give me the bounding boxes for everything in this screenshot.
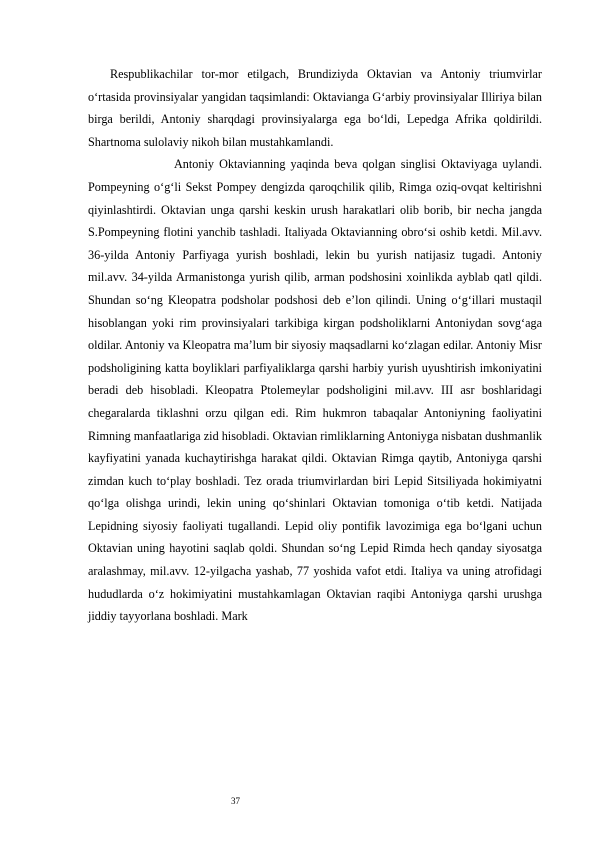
document-page <box>88 63 542 628</box>
paragraph-1: Respublikachilar tor-mor etilgach, Brundiziyda Oktavian va Antoniy triumvirlar o‘rtasida provinsiyalar yangidan taqsimlandi: Oktavianga G‘arbiy provinsiyalar Illiriya bilan birga berildi, Antoniy sharqdagi provinsiyalarga ega bo‘ldi, Lepedga Afrika qoldirildi. Shartnoma sulolaviy nikoh bilan mustahkamlandi. <box>88 67 542 149</box>
page-number: 37 <box>231 796 240 806</box>
paragraph-2: Antoniy Oktavianning yaqinda beva qolgan singlisi Oktaviyaga uylandi. Pompeyning o‘g‘li Sekst Pompey dengizda qaroqchilik qilib, Rimga oziq-ovqat keltirishni qiyinlashtirdi. Oktavian unga qarshi keskin urush harakatlari olib borib, bir necha jangda S.Pompeyning flotini yanchib tashladi. Italiyada Oktavianning obro‘si oshib ketdi. Mil.avv. 36-yilda Antoniy Parfiyaga yurish boshladi, lekin bu yurish natijasiz tugadi. Antoniy mil.avv. 34-yilda Armanistonga yurish qilib, arman podshosini xoinlikda ayblab qatl qildi. Shundan so‘ng Kleopatra podsholar podshosi deb e’lon qilindi. Uning o‘g‘illari mustaqil hisoblangan yoki rim provinsiyalari tarkibiga kirgan podsholiklarni Antoniydan sovg‘aga oldilar. Antoniy va Kleopatra ma’lum bir siyosiy maqsadlarni ko‘zlagan edilar. Antoniy Misr podsholigining katta boyliklari parfiyaliklarga qarshi harbiy yurish uyushtirish imkoniyatini beradi deb hisobladi. Kleopatra Ptolemeylar podsholigini mil.avv. III asr boshlaridagi chegaralarda tiklashni orzu qilgan edi. Rim hukmron tabaqalar Antoniyning faoliyatini Rimning manfaatlariga zid hisobladi. Oktavian rimliklarning Antoniyga nisbatan dushmanlik kayfiyatini yanada kuchaytirishga harakat qildi. Oktavian Rimga qaytib, Antoniyga qarshi zimdan kuch to‘play boshladi. Tez orada triumvirlardan biri Lepid Sitsiliyada hokimiyatni qo‘lga olishga urindi, lekin uning qo‘shinlari Oktavian tomoniga o‘tib ketdi. Natijada Lepidning siyosiy faoliyati tugallandi. Lepid oliy pontifik lavozimiga ega bo‘lgani uchun Oktavian uning hayotini saqlab qoldi. Shundan so‘ng Lepid Rimda hech qanday siyosatga aralashmay, mil.avv. 12-yilgacha yashab, 77 yoshida vafot etdi. Italiya va uning atrofidagi hududlarda o‘z hokimiyatini mustahkamlagan Oktavian raqibi Antoniyga qarshi urushga jiddiy tayyorlana boshladi. Mark <box>88 157 542 624</box>
